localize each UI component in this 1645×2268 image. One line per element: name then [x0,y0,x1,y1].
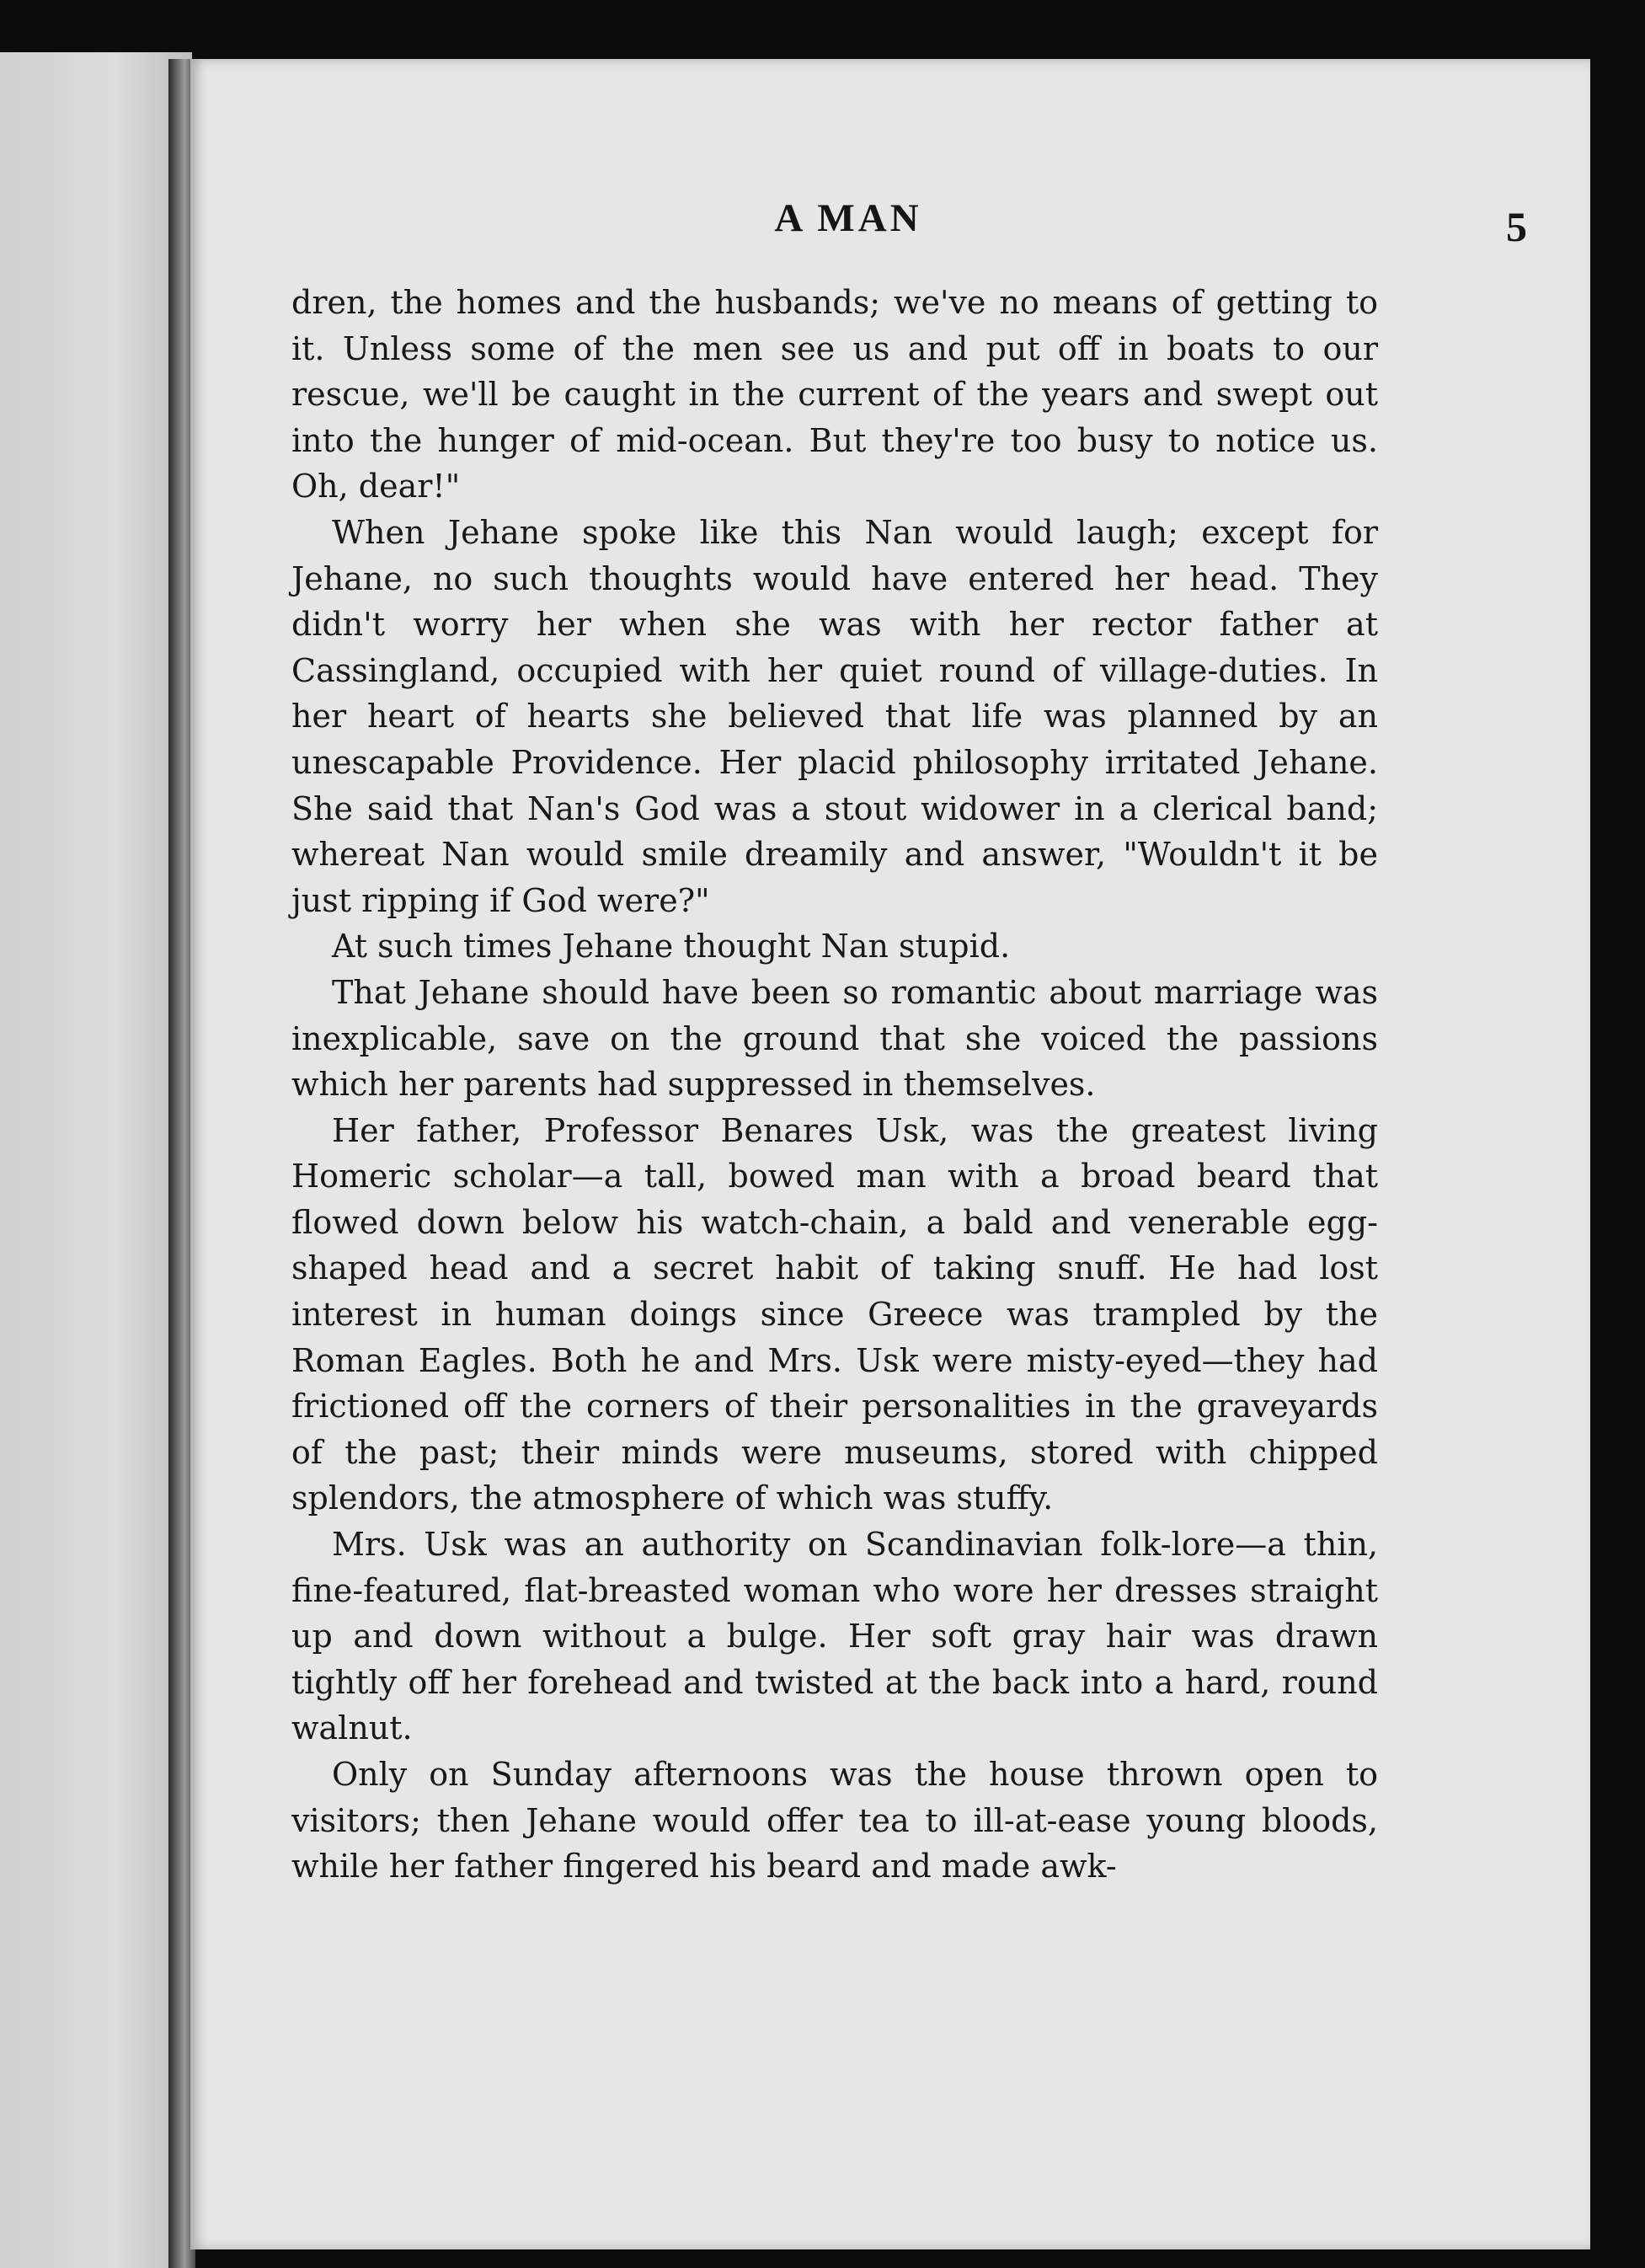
facing-page-edge [0,52,192,2268]
running-head: A MAN [774,196,922,240]
paragraph: When Jehane spoke like this Nan would laugh; except for Jehane, no such thoughts would have entered her head. They didn't worry her when she was with her rector father at Cassingland, occupied with her quiet round of village-duties. In her heart of hearts she believed that life was planned by an unescapable Providence. Her placid philosophy irritated Jehane. She said that Nan's God was a stout widower in a clerical band; whereat Nan would smile dreamily and answer, "Wouldn't it be just ripping if God were?" [291,513,1378,919]
paragraph: That Jehane should have been so romantic about marriage was inexplicable, save on the ground that she voiced the passions which her parents had suppressed in themselves. [291,973,1378,1104]
paragraph: At such times Jehane thought Nan stupid. [332,928,1011,966]
paragraph: Her father, Professor Benares Usk, was the greatest living Homeric scholar—a tall, bowed man with a broad beard that flowed down below his watch-chain, a bald and venerable egg-shaped head and a secret habit of taking snuff. He had lost interest in human doings since Greece was trampled by the Roman Eagles. Both he and Mrs. Usk were misty-eyed—they had frictioned off the corners of their personalities in the graveyards of the past; their minds were museums, stored with chipped splendors, the atmosphere of which was stuffy. [291,1111,1378,1517]
paragraph: Only on Sunday afternoons was the house thrown open to visitors; then Jehane would offer tea to ill-at-ease young bloods, while her father fingered his beard and made awk- [291,1756,1378,1886]
body-text [291,280,1378,1890]
page-number: 5 [1506,203,1527,250]
paragraph: dren, the homes and the husbands; we've no means of getting to it. Unless some of the men see us and put off in boats to our rescue, we'll be caught in the current of the years and swept out into the hunger of mid-ocean. But they're too busy to notice us. Oh, dear!" [291,284,1378,505]
page-header [190,195,1590,254]
book-page [190,59,1590,2249]
paragraph: Mrs. Usk was an authority on Scandinavian folk-lore—a thin, fine-featured, flat-breasted woman who wore her dresses straight up and down without a bulge. Her soft gray hair was drawn tightly off her forehead and twisted at the back into a hard, round walnut. [291,1526,1378,1747]
